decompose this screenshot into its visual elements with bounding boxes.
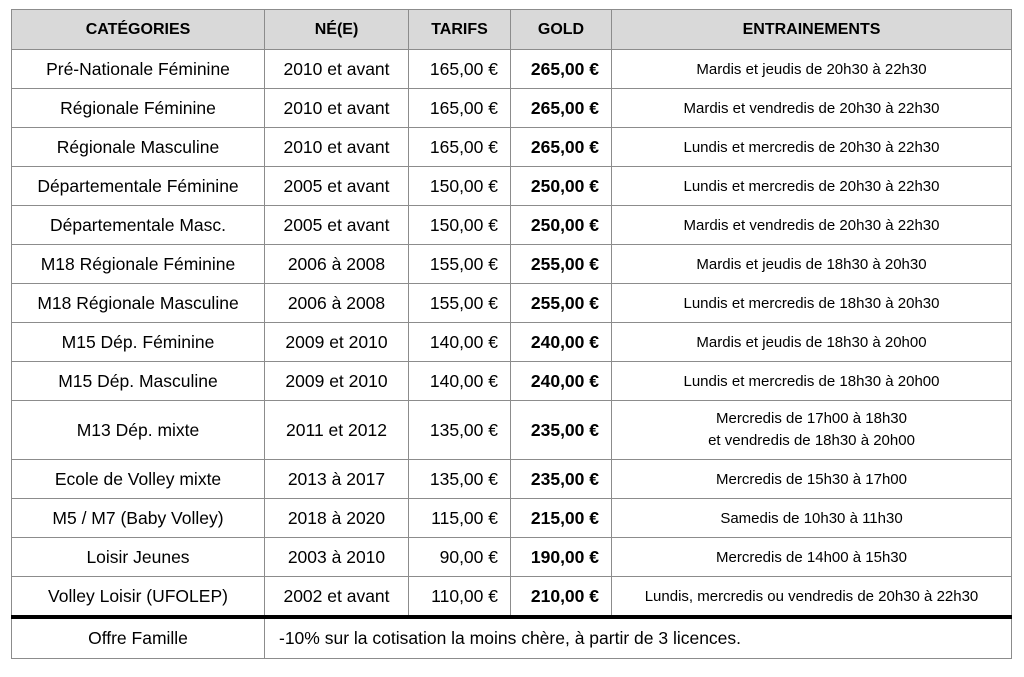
training-line: Mardis et vendredis de 20h30 à 22h30: [683, 99, 940, 117]
family-offer-row: [12, 617, 1012, 659]
price-cell: 165,00 €: [409, 89, 511, 128]
training-cell: [612, 50, 1012, 89]
gold-price-cell: 265,00 €: [511, 89, 612, 128]
training-line: Lundis et mercredis de 18h30 à 20h00: [683, 372, 940, 390]
training-cell: [612, 401, 1012, 460]
gold-price-cell: 250,00 €: [511, 206, 612, 245]
training-line: Mardis et jeudis de 18h30 à 20h30: [696, 255, 927, 273]
category-cell: Départementale Féminine: [12, 167, 265, 206]
training-cell: [612, 460, 1012, 499]
category-cell: Départementale Masc.: [12, 206, 265, 245]
table-row: [12, 538, 1012, 577]
training-cell: [612, 577, 1012, 618]
training-line: Lundis et mercredis de 20h30 à 22h30: [683, 138, 940, 156]
born-cell: 2011 et 2012: [265, 401, 409, 460]
price-cell: 135,00 €: [409, 401, 511, 460]
gold-price-cell: 255,00 €: [511, 245, 612, 284]
born-cell: 2005 et avant: [265, 206, 409, 245]
table-row: [12, 577, 1012, 618]
training-line: Mardis et jeudis de 20h30 à 22h30: [696, 60, 927, 78]
training-cell: [612, 284, 1012, 323]
table-row: [12, 89, 1012, 128]
training-line: Mercredis de 14h00 à 15h30: [716, 548, 907, 566]
pricing-table: [11, 9, 1012, 659]
header-row: [12, 10, 1012, 50]
table-row: [12, 245, 1012, 284]
table-row: [12, 460, 1012, 499]
gold-price-cell: 235,00 €: [511, 401, 612, 460]
category-cell: Pré-Nationale Féminine: [12, 50, 265, 89]
training-line: Lundis et mercredis de 20h30 à 22h30: [683, 177, 940, 195]
category-cell: M5 / M7 (Baby Volley): [12, 499, 265, 538]
table-body: [12, 50, 1012, 618]
price-cell: 140,00 €: [409, 323, 511, 362]
header-categories: CATÉGORIES: [12, 10, 265, 50]
training-cell: [612, 206, 1012, 245]
born-cell: 2018 à 2020: [265, 499, 409, 538]
category-cell: Volley Loisir (UFOLEP): [12, 577, 265, 618]
price-cell: 115,00 €: [409, 499, 511, 538]
gold-price-cell: 250,00 €: [511, 167, 612, 206]
training-cell: [612, 167, 1012, 206]
training-cell: [612, 362, 1012, 401]
training-line: Lundis et mercredis de 18h30 à 20h30: [683, 294, 940, 312]
category-cell: M18 Régionale Masculine: [12, 284, 265, 323]
training-cell: [612, 499, 1012, 538]
price-cell: 90,00 €: [409, 538, 511, 577]
table-row: [12, 323, 1012, 362]
price-cell: 110,00 €: [409, 577, 511, 618]
header-tarifs: TARIFS: [409, 10, 511, 50]
price-cell: 155,00 €: [409, 245, 511, 284]
category-cell: Loisir Jeunes: [12, 538, 265, 577]
born-cell: 2013 à 2017: [265, 460, 409, 499]
training-line: Mercredis de 17h00 à 18h30: [716, 410, 907, 427]
training-line: Mercredis de 15h30 à 17h00: [716, 470, 907, 488]
category-cell: Régionale Masculine: [12, 128, 265, 167]
table-footer: [12, 617, 1012, 659]
training-line: Mardis et vendredis de 20h30 à 22h30: [683, 216, 940, 234]
header-born: NÉ(E): [265, 10, 409, 50]
gold-price-cell: 255,00 €: [511, 284, 612, 323]
header-entrainements: ENTRAINEMENTS: [612, 10, 1012, 50]
table-row: [12, 499, 1012, 538]
born-cell: 2009 et 2010: [265, 323, 409, 362]
gold-price-cell: 190,00 €: [511, 538, 612, 577]
born-cell: 2003 à 2010: [265, 538, 409, 577]
gold-price-cell: 265,00 €: [511, 128, 612, 167]
table-row: [12, 50, 1012, 89]
price-cell: 165,00 €: [409, 50, 511, 89]
gold-price-cell: 215,00 €: [511, 499, 612, 538]
price-cell: 140,00 €: [409, 362, 511, 401]
gold-price-cell: 235,00 €: [511, 460, 612, 499]
training-cell: [612, 128, 1012, 167]
category-cell: M13 Dép. mixte: [12, 401, 265, 460]
born-cell: 2010 et avant: [265, 50, 409, 89]
price-cell: 165,00 €: [409, 128, 511, 167]
born-cell: 2010 et avant: [265, 89, 409, 128]
born-cell: 2002 et avant: [265, 577, 409, 618]
category-cell: M15 Dép. Féminine: [12, 323, 265, 362]
training-cell: [612, 323, 1012, 362]
category-cell: Régionale Féminine: [12, 89, 265, 128]
price-cell: 155,00 €: [409, 284, 511, 323]
training-line: Mardis et jeudis de 18h30 à 20h00: [696, 333, 927, 351]
training-line: Lundis, mercredis ou vendredis de 20h30 à 22h30: [644, 587, 979, 605]
born-cell: 2006 à 2008: [265, 284, 409, 323]
table-row: [12, 284, 1012, 323]
table-header: [12, 10, 1012, 50]
category-cell: M15 Dép. Masculine: [12, 362, 265, 401]
family-offer-label: Offre Famille: [12, 617, 265, 659]
category-cell: Ecole de Volley mixte: [12, 460, 265, 499]
table-row: [12, 128, 1012, 167]
price-cell: 150,00 €: [409, 206, 511, 245]
price-cell: 135,00 €: [409, 460, 511, 499]
table-row: [12, 167, 1012, 206]
family-offer-text: -10% sur la cotisation la moins chère, à partir de 3 licences.: [265, 617, 1012, 659]
born-cell: 2010 et avant: [265, 128, 409, 167]
header-gold: GOLD: [511, 10, 612, 50]
table-row: [12, 401, 1012, 460]
born-cell: 2009 et 2010: [265, 362, 409, 401]
training-line: et vendredis de 18h30 à 20h00: [708, 432, 915, 449]
born-cell: 2005 et avant: [265, 167, 409, 206]
gold-price-cell: 210,00 €: [511, 577, 612, 618]
table-row: [12, 362, 1012, 401]
gold-price-cell: 240,00 €: [511, 362, 612, 401]
training-line: Samedis de 10h30 à 11h30: [720, 509, 903, 527]
training-cell: [612, 245, 1012, 284]
category-cell: M18 Régionale Féminine: [12, 245, 265, 284]
gold-price-cell: 240,00 €: [511, 323, 612, 362]
training-cell: [612, 538, 1012, 577]
table-row: [12, 206, 1012, 245]
price-cell: 150,00 €: [409, 167, 511, 206]
born-cell: 2006 à 2008: [265, 245, 409, 284]
gold-price-cell: 265,00 €: [511, 50, 612, 89]
training-cell: [612, 89, 1012, 128]
